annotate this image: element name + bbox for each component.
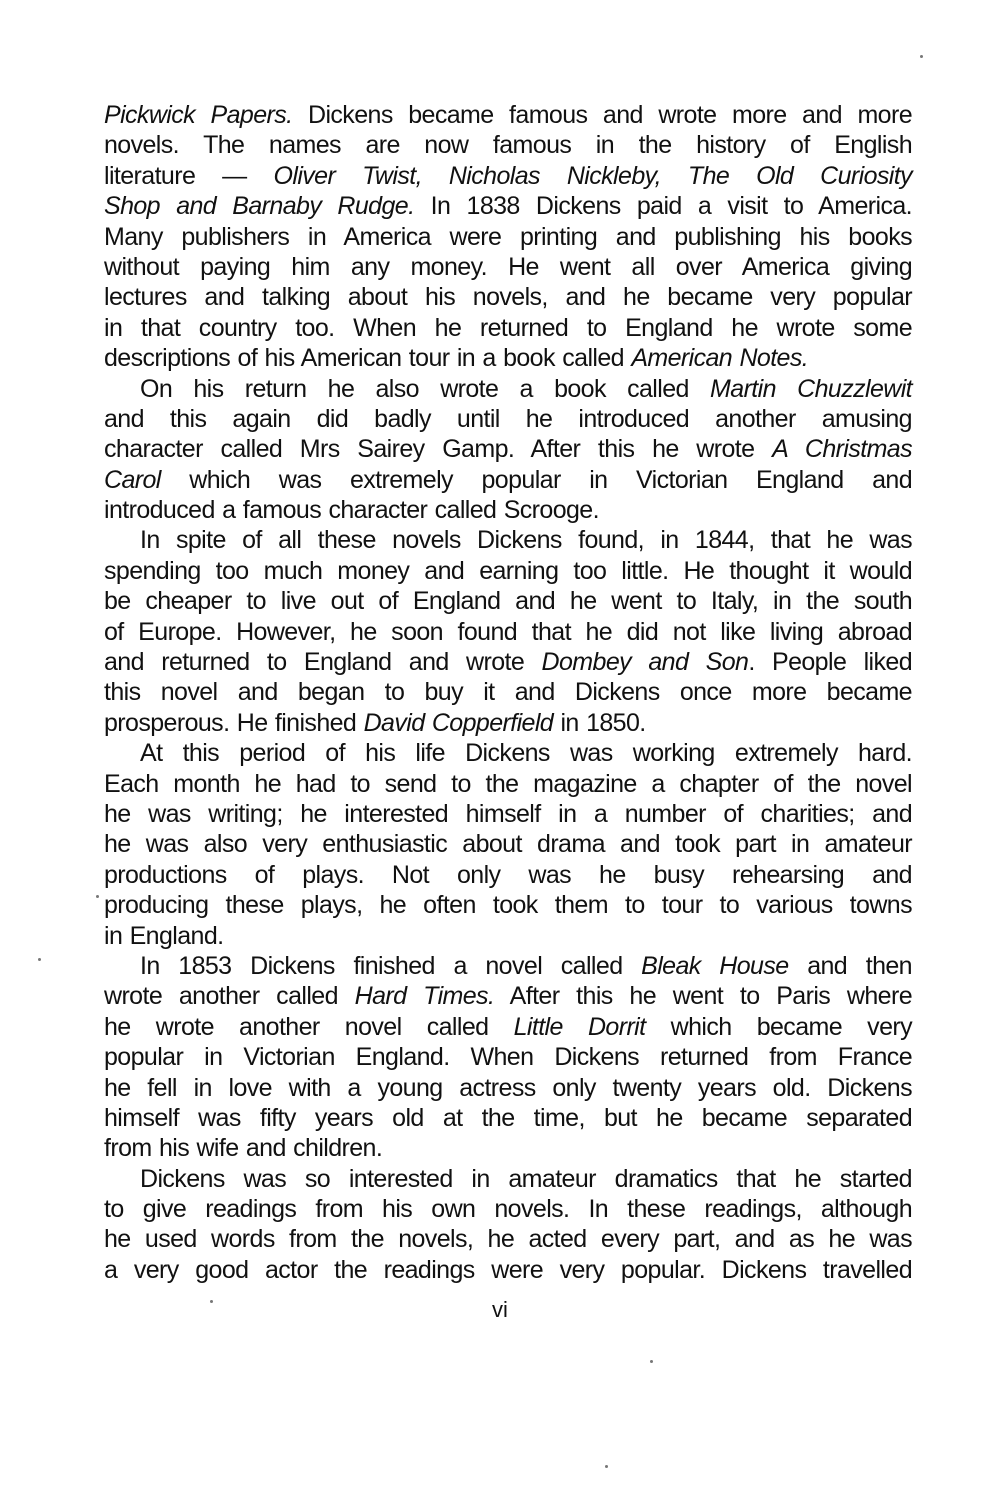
text-line bbox=[104, 556, 912, 586]
text-run: literature — bbox=[104, 161, 274, 190]
text-line bbox=[104, 525, 912, 555]
text-run: and returned to England and wrote bbox=[104, 648, 542, 677]
text-run: character called Mrs Sairey Gamp. After this he wrote bbox=[104, 435, 773, 464]
text-run: in 1850. bbox=[553, 708, 646, 737]
text-run: which was extremely popular in Victorian England and bbox=[160, 465, 912, 494]
text-line bbox=[104, 677, 912, 707]
text-run: descriptions of his American tour in a book called bbox=[104, 344, 632, 373]
text-run: he used words from the novels, he acted every part, and as he was bbox=[104, 1225, 912, 1254]
text-line bbox=[104, 1164, 912, 1194]
text-run: producing these plays, he often took them to tour to various towns bbox=[104, 891, 912, 920]
italic-title: David Copperfield bbox=[363, 708, 554, 737]
text-run: and this again did badly until he introduced another amusing bbox=[104, 404, 912, 433]
text-run: spending too much money and earning too little. He thought it would bbox=[104, 556, 912, 585]
text-line bbox=[104, 951, 912, 981]
italic-title: Bleak House bbox=[641, 951, 789, 980]
text-line bbox=[104, 222, 912, 252]
text-run: Dickens became famous and wrote more and more bbox=[292, 101, 912, 129]
italic-title: Hard Times. bbox=[354, 982, 495, 1011]
text-run: a very good actor the readings were very popular. Dickens travelled bbox=[104, 1255, 912, 1284]
text-line bbox=[104, 130, 912, 160]
text-line bbox=[104, 282, 912, 312]
text-run: he was writing; he interested himself in a number of charities; and bbox=[104, 799, 912, 828]
text-line bbox=[104, 890, 912, 920]
text-run: At this period of his life Dickens was working extremely hard. bbox=[140, 739, 912, 768]
text-line bbox=[104, 708, 912, 738]
text-run: of Europe. However, he soon found that he did not like living abroad bbox=[104, 617, 912, 646]
text-run: prosperous. He finished bbox=[104, 708, 364, 737]
text-run: In 1853 Dickens finished a novel called bbox=[140, 951, 642, 980]
text-run: Many publishers in America were printing and publishing his books bbox=[104, 222, 912, 251]
text-line bbox=[104, 799, 912, 829]
text-run: which became very bbox=[645, 1012, 913, 1041]
text-run: In 1838 Dickens paid a visit to America. bbox=[414, 192, 912, 221]
text-line bbox=[104, 1255, 912, 1285]
page-body bbox=[104, 100, 912, 1285]
italic-title: A Christmas bbox=[772, 435, 912, 464]
text-run: be cheaper to live out of England and he went to Italy, in the south bbox=[104, 587, 912, 616]
text-line bbox=[104, 1042, 912, 1072]
text-run: from his wife and children. bbox=[104, 1134, 383, 1163]
text-run: he wrote another novel called bbox=[104, 1012, 514, 1041]
text-run: Each month he had to send to the magazine a chapter of the novel bbox=[104, 769, 912, 798]
text-line bbox=[104, 252, 912, 282]
text-line bbox=[104, 1194, 912, 1224]
text-line bbox=[104, 313, 912, 343]
scan-speck bbox=[38, 958, 41, 961]
scan-speck bbox=[210, 1300, 213, 1303]
text-line bbox=[104, 434, 912, 464]
italic-title: Oliver Twist, Nicholas Nickleby, The Old Curiosity bbox=[273, 161, 912, 190]
text-run: Dickens was so interested in amateur dramatics that he started bbox=[140, 1164, 912, 1193]
text-run: introduced a famous character called Scrooge. bbox=[104, 496, 599, 525]
text-run: productions of plays. Not only was he busy rehearsing and bbox=[104, 860, 912, 889]
text-run: in England. bbox=[104, 921, 224, 950]
text-run: wrote another called bbox=[104, 982, 355, 1011]
text-line bbox=[104, 465, 912, 495]
text-line bbox=[104, 1133, 912, 1163]
italic-title: Martin Chuzzlewit bbox=[710, 374, 912, 403]
text-run: In spite of all these novels Dickens found, in 1844, that he was bbox=[140, 526, 912, 555]
text-line bbox=[104, 1103, 912, 1133]
text-run: popular in Victorian England. When Dickens returned from France bbox=[104, 1043, 912, 1072]
text-line bbox=[104, 343, 912, 373]
text-run: . People liked bbox=[748, 648, 913, 677]
text-line bbox=[104, 769, 912, 799]
text-line bbox=[104, 100, 912, 130]
italic-title: American Notes. bbox=[631, 344, 809, 373]
scan-speck bbox=[650, 1360, 653, 1363]
text-line bbox=[104, 1012, 912, 1042]
text-line bbox=[104, 1073, 912, 1103]
scan-speck bbox=[920, 55, 923, 58]
scan-speck bbox=[605, 1465, 608, 1468]
text-run: and then bbox=[788, 951, 912, 980]
italic-title: Little Dorrit bbox=[513, 1012, 646, 1041]
text-run: he was also very enthusiastic about drama and took part in amateur bbox=[104, 830, 912, 859]
text-line bbox=[104, 829, 912, 859]
text-line bbox=[104, 495, 912, 525]
text-run: he fell in love with a young actress only twenty years old. Dickens bbox=[104, 1073, 912, 1102]
text-line bbox=[104, 374, 912, 404]
text-line bbox=[104, 161, 912, 191]
text-line bbox=[104, 191, 912, 221]
text-line bbox=[104, 981, 912, 1011]
scan-speck bbox=[96, 895, 99, 898]
italic-title: Pickwick Papers. bbox=[104, 101, 293, 129]
text-line bbox=[104, 647, 912, 677]
text-line bbox=[104, 860, 912, 890]
text-run: to give readings from his own novels. In these readings, although bbox=[104, 1195, 912, 1224]
text-run: this novel and began to buy it and Dickens once more became bbox=[104, 678, 912, 707]
italic-title: Shop and Barnaby Rudge. bbox=[104, 192, 415, 221]
text-line bbox=[104, 586, 912, 616]
text-line bbox=[104, 1224, 912, 1254]
text-line bbox=[104, 921, 912, 951]
page-number: vi bbox=[492, 1297, 508, 1322]
text-run: novels. The names are now famous in the history of English bbox=[104, 131, 912, 160]
text-run: After this he went to Paris where bbox=[494, 982, 912, 1011]
italic-title: Dombey and Son bbox=[541, 648, 749, 677]
text-run: himself was fifty years old at the time, but he became separated bbox=[104, 1103, 912, 1132]
italic-title: Carol bbox=[104, 465, 161, 494]
text-run: in that country too. When he returned to England he wrote some bbox=[104, 313, 912, 342]
text-line bbox=[104, 738, 912, 768]
text-line bbox=[104, 404, 912, 434]
text-line bbox=[104, 617, 912, 647]
text-run: On his return he also wrote a book called bbox=[140, 374, 711, 403]
text-run: without paying him any money. He went all over America giving bbox=[104, 252, 912, 281]
text-run: lectures and talking about his novels, and he became very popular bbox=[104, 283, 912, 312]
